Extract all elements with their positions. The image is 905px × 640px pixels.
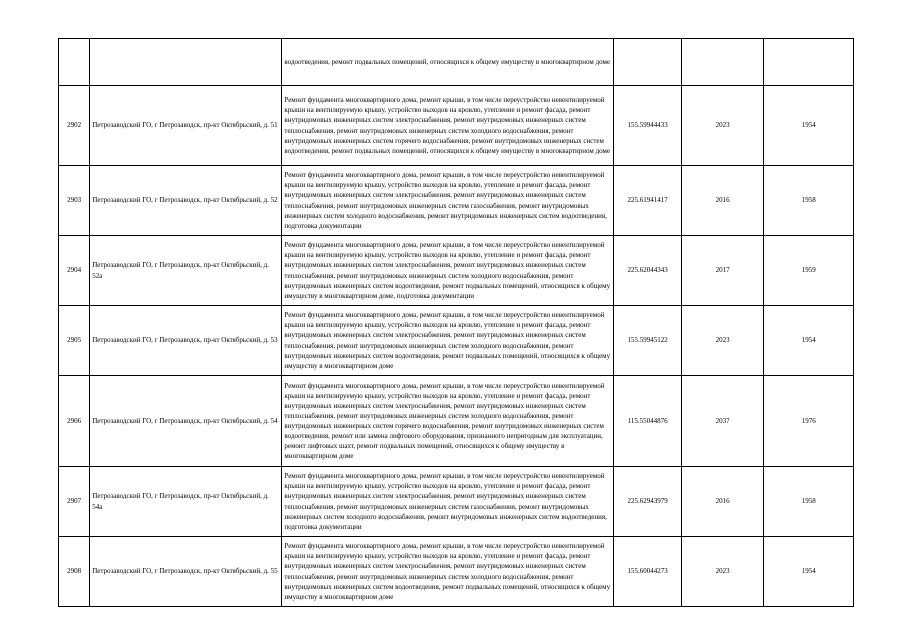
row-address: Петрозаводский ГО, г Петрозаводск, пр-кт Октябрьский, д. 54 [90,376,282,467]
row-plan-year: 2023 [681,537,764,607]
row-works: Ремонт фундамента многоквартирного дома, ремонт крыши, в том числе переустройство невентилируемой крыши на вентилируемую крышу, устройство выходов на кровлю, утепление и ремонт фасада, ремонт внутридомовых инженерных систем электроснабжения, ремонт внутридомовых инженерных систем теплоснабжения, ремонт внутридомовых инженерных систем холодного водоснабжения, ремонт внутридомовых инженерных систем горячего водоснабжения, ремонт внутридомовых инженерных систем водоотведения, ремонт подвальных помещений, относящихся к общему имуществу в многоквартирном доме [282,86,614,166]
row-works: Ремонт фундамента многоквартирного дома, ремонт крыши, в том числе переустройство невентилируемой крыши на вентилируемую крышу, устройство выходов на кровлю, утепление и ремонт фасада, ремонт внутридомовых инженерных систем электроснабжения, ремонт внутридомовых инженерных систем теплоснабжения, ремонт внутридомовых инженерных систем газоснабжения, ремонт внутридомовых инженерных систем холодного водоснабжения, ремонт внутридомовых инженерных систем водоотведения, подготовка документации [282,166,614,236]
table-row [59,166,854,236]
table-row [59,306,854,376]
row-built-year: 1958 [764,166,854,236]
row-works: Ремонт фундамента многоквартирного дома, ремонт крыши, в том числе переустройство невентилируемой крыши на вентилируемую крышу, устройство выходов на кровлю, утепление и ремонт фасада, ремонт внутридомовых инженерных систем электроснабжения, ремонт внутридомовых инженерных систем теплоснабжения, ремонт внутридомовых инженерных систем газоснабжения, ремонт внутридомовых инженерных систем холодного водоснабжения, ремонт внутридомовых инженерных систем водоотведения, подготовка документации [282,467,614,537]
table-row [59,467,854,537]
row-built-year: 1959 [764,236,854,306]
row-plan-year [681,39,764,86]
row-works: Ремонт фундамента многоквартирного дома, ремонт крыши, в том числе переустройство невентилируемой крыши на вентилируемую крышу, устройство выходов на кровлю, утепление и ремонт фасада, ремонт внутридомовых инженерных систем электроснабжения, ремонт внутридомовых инженерных систем теплоснабжения, ремонт внутридомовых инженерных систем холодного водоснабжения, ремонт внутридомовых инженерных систем водоотведения, ремонт подвальных помещений, относящихся к общему имуществу в многоквартирном доме, подготовка документации [282,236,614,306]
row-area: 155.59944433 [614,86,681,166]
row-plan-year: 2037 [681,376,764,467]
row-works: водоотведения, ремонт подвальных помещений, относящихся к общему имуществу в многоквартирном доме [282,39,614,86]
row-address: Петрозаводский ГО, г Петрозаводск, пр-кт Октябрьский, д. 55 [90,537,282,607]
row-area: 225.62943979 [614,467,681,537]
table-row [59,86,854,166]
row-works: Ремонт фундамента многоквартирного дома, ремонт крыши, в том числе переустройство невентилируемой крыши на вентилируемую крышу, устройство выходов на кровлю, утепление и ремонт фасада, ремонт внутридомовых инженерных систем электроснабжения, ремонт внутридомовых инженерных систем теплоснабжения, ремонт внутридомовых инженерных систем холодного водоснабжения, ремонт внутридомовых инженерных систем водоотведения, ремонт подвальных помещений, относящихся к общему имуществу в многоквартирном доме [282,537,614,607]
row-number: 2908 [59,537,90,607]
row-plan-year: 2016 [681,467,764,537]
row-number: 2907 [59,467,90,537]
row-built-year: 1954 [764,306,854,376]
row-works: Ремонт фундамента многоквартирного дома, ремонт крыши, в том числе переустройство невентилируемой крыши на вентилируемую крышу, устройство выходов на кровлю, утепление и ремонт фасада, ремонт внутридомовых инженерных систем электроснабжения, ремонт внутридомовых инженерных систем теплоснабжения, ремонт внутридомовых инженерных систем холодного водоснабжения, ремонт внутридомовых инженерных систем водоотведения, ремонт подвальных помещений, относящихся к общему имуществу в многоквартирном доме [282,306,614,376]
table-row [59,537,854,607]
row-address: Петрозаводский ГО, г Петрозаводск, пр-кт Октябрьский, д. 53 [90,306,282,376]
row-area: 225.62044343 [614,236,681,306]
capital-repair-table [58,38,854,607]
row-built-year: 1954 [764,537,854,607]
row-number: 2902 [59,86,90,166]
row-built-year: 1958 [764,467,854,537]
row-address [90,39,282,86]
row-plan-year: 2016 [681,166,764,236]
table-row [59,39,854,86]
row-built-year: 1954 [764,86,854,166]
row-plan-year: 2023 [681,86,764,166]
row-area: 115.55044876 [614,376,681,467]
row-area: 225.61941417 [614,166,681,236]
row-number: 2904 [59,236,90,306]
row-address: Петрозаводский ГО, г Петрозаводск, пр-кт Октябрьский, д. 52а [90,236,282,306]
row-address: Петрозаводский ГО, г Петрозаводск, пр-кт Октябрьский, д. 54а [90,467,282,537]
row-number: 2906 [59,376,90,467]
row-works: Ремонт фундамента многоквартирного дома, ремонт крыши, в том числе переустройство невентилируемой крыши на вентилируемую крышу, устройство выходов на кровлю, утепление и ремонт фасада, ремонт внутридомовых инженерных систем электроснабжения, ремонт внутридомовых инженерных систем теплоснабжения, ремонт внутридомовых инженерных систем холодного водоснабжения, ремонт внутридомовых инженерных систем горячего водоснабжения, ремонт внутридомовых инженерных систем водоотведения, ремонт или замена лифтового оборудования, признанного непригодным для эксплуатации, ремонт лифтовых шахт, ремонт подвальных помещений, относящихся к общему имуществу в многоквартирном доме [282,376,614,467]
row-built-year [764,39,854,86]
row-address: Петрозаводский ГО, г Петрозаводск, пр-кт Октябрьский, д. 52 [90,166,282,236]
row-number: 2905 [59,306,90,376]
table-row [59,376,854,467]
row-number: 2903 [59,166,90,236]
row-area [614,39,681,86]
table-row [59,236,854,306]
row-built-year: 1976 [764,376,854,467]
row-plan-year: 2017 [681,236,764,306]
row-area: 155.60044273 [614,537,681,607]
row-address: Петрозаводский ГО, г Петрозаводск, пр-кт Октябрьский, д. 51 [90,86,282,166]
row-plan-year: 2023 [681,306,764,376]
row-area: 155.59945122 [614,306,681,376]
row-number [59,39,90,86]
